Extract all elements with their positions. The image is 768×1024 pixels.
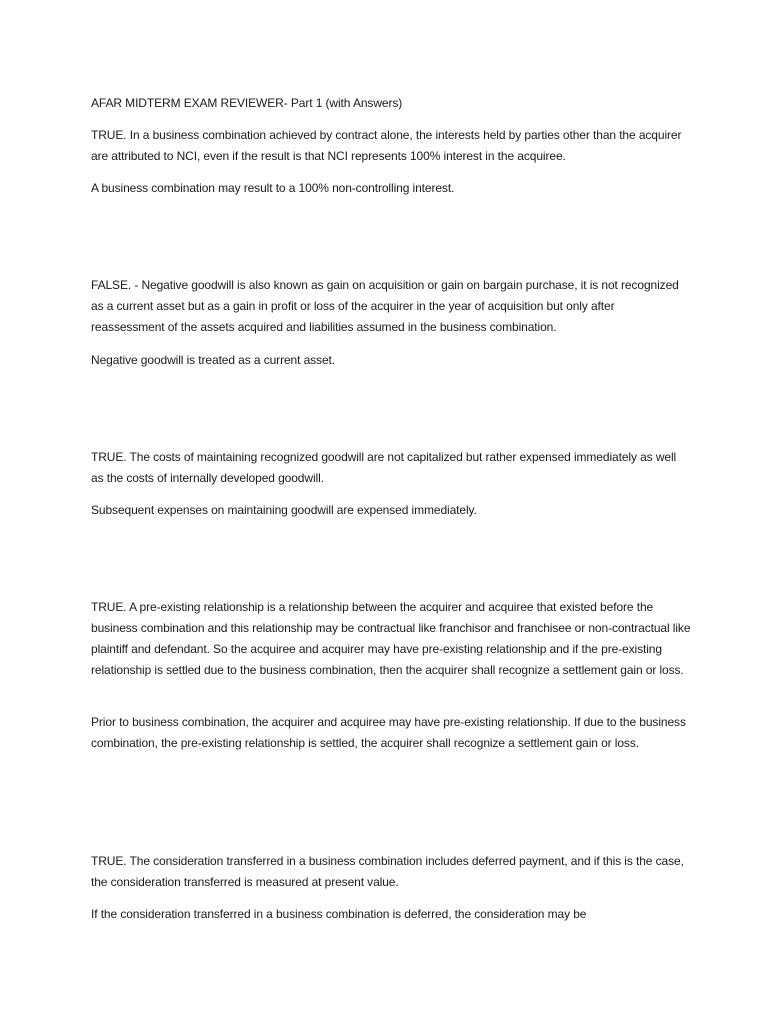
- question-statement-4: Prior to business combination, the acquirer and acquiree may have pre-existing relationship. If due to the business combination, the pre-existing relationship is settled, the acquirer shall recognize a settlement gain or loss.: [91, 715, 686, 750]
- question-statement-2: Negative goodwill is treated as a current asset.: [91, 353, 335, 367]
- answer-explanation-3: TRUE. The costs of maintaining recognized goodwill are not capitalized but rather expensed immediately as well as the costs of internally developed goodwill.: [91, 450, 677, 485]
- document-title: AFAR MIDTERM EXAM REVIEWER- Part 1 (with Answers): [91, 96, 403, 110]
- answer-explanation-2: FALSE. - Negative goodwill is also known as gain on acquisition or gain on bargain purchase, it is not recognized as a current asset but as a gain in profit or loss of the acquirer in the year of acquisition but only after reassessment of the assets acquired and liabilities assumed in the business combination.: [91, 278, 679, 334]
- answer-explanation-4: TRUE. A pre-existing relationship is a relationship between the acquirer and acquiree that existed before the business combination and this relationship may be contractual like franchisor and franchisee or non-contractual like plaintiff and defendant. So the acquiree and acquirer may have pre-existing relationship and if the pre-existing relationship is settled due to the business combination, then the acquirer shall recognize a settlement gain or loss.: [91, 600, 691, 677]
- question-statement-3: Subsequent expenses on maintaining goodwill are expensed immediately.: [91, 503, 477, 517]
- question-statement-1: A business combination may result to a 100% non-controlling interest.: [91, 181, 455, 195]
- answer-explanation-1: TRUE. In a business combination achieved by contract alone, the interests held by parties other than the acquirer are attributed to NCI, even if the result is that NCI represents 100% interest in the acquiree.: [91, 128, 682, 163]
- question-statement-5: If the consideration transferred in a business combination is deferred, the consideration may be: [91, 907, 587, 921]
- answer-explanation-5: TRUE. The consideration transferred in a business combination includes deferred payment, and if this is the case, the consideration transferred is measured at present value.: [91, 854, 684, 889]
